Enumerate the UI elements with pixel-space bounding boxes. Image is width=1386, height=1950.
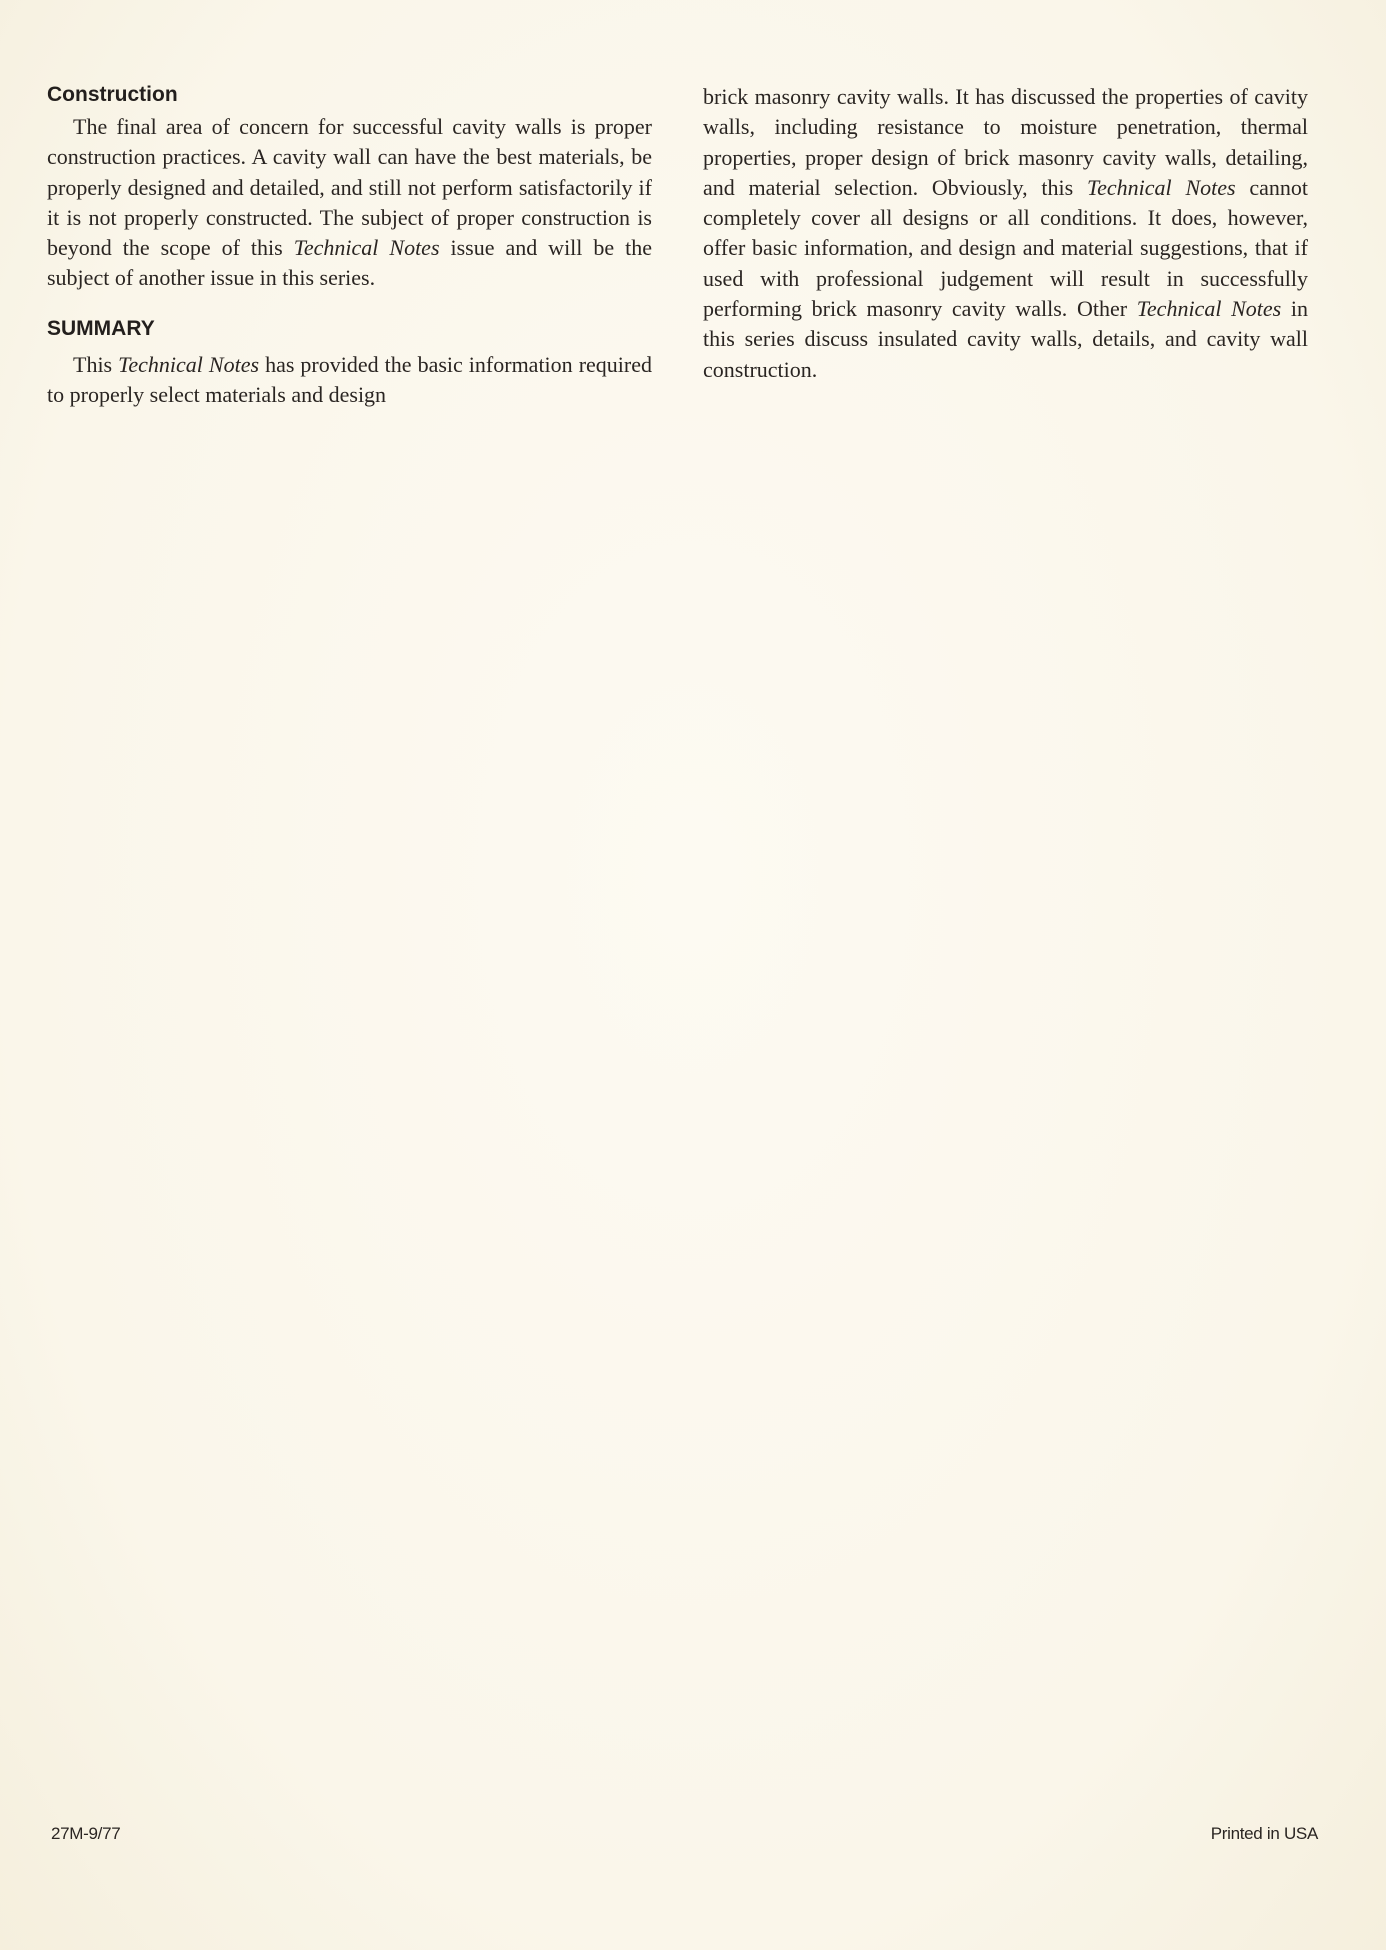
heading-construction: Construction	[47, 83, 178, 106]
summary-paragraph-start: This Technical Notes has provided the basic information required to properly select materials and design	[47, 351, 652, 408]
right-column	[703, 82, 1308, 385]
footer-printed-in: Printed in USA	[1210, 1824, 1318, 1843]
heading-summary: SUMMARY	[47, 316, 155, 340]
summary-paragraph-continued: brick masonry cavity walls. It has discussed the properties of cavity walls, including resistance to moisture penetration, thermal properties, proper design of brick masonry cavity walls, detailing, and material selection. Obviously, this Technical Notes cannot completely cover all designs or all conditions. It does, however, offer basic information, and design and material suggestions, that if used with professional judgement will result in successfully performing brick masonry cavity walls. Other Technical Notes in this series discuss insulated cavity walls, details, and cavity wall construction.	[703, 84, 1308, 382]
footer-print-code: 27M-9/77	[51, 1824, 121, 1843]
left-column	[47, 82, 652, 410]
construction-paragraph: The final area of concern for successful cavity walls is proper construction practices. A cavity wall can have the best materials, be properly designed and detailed, and still not perform satisfactorily if it is not properly constructed. The subject of proper construction is beyond the scope of this Technical Notes issue and will be the subject of another issue in this series.	[47, 114, 652, 291]
